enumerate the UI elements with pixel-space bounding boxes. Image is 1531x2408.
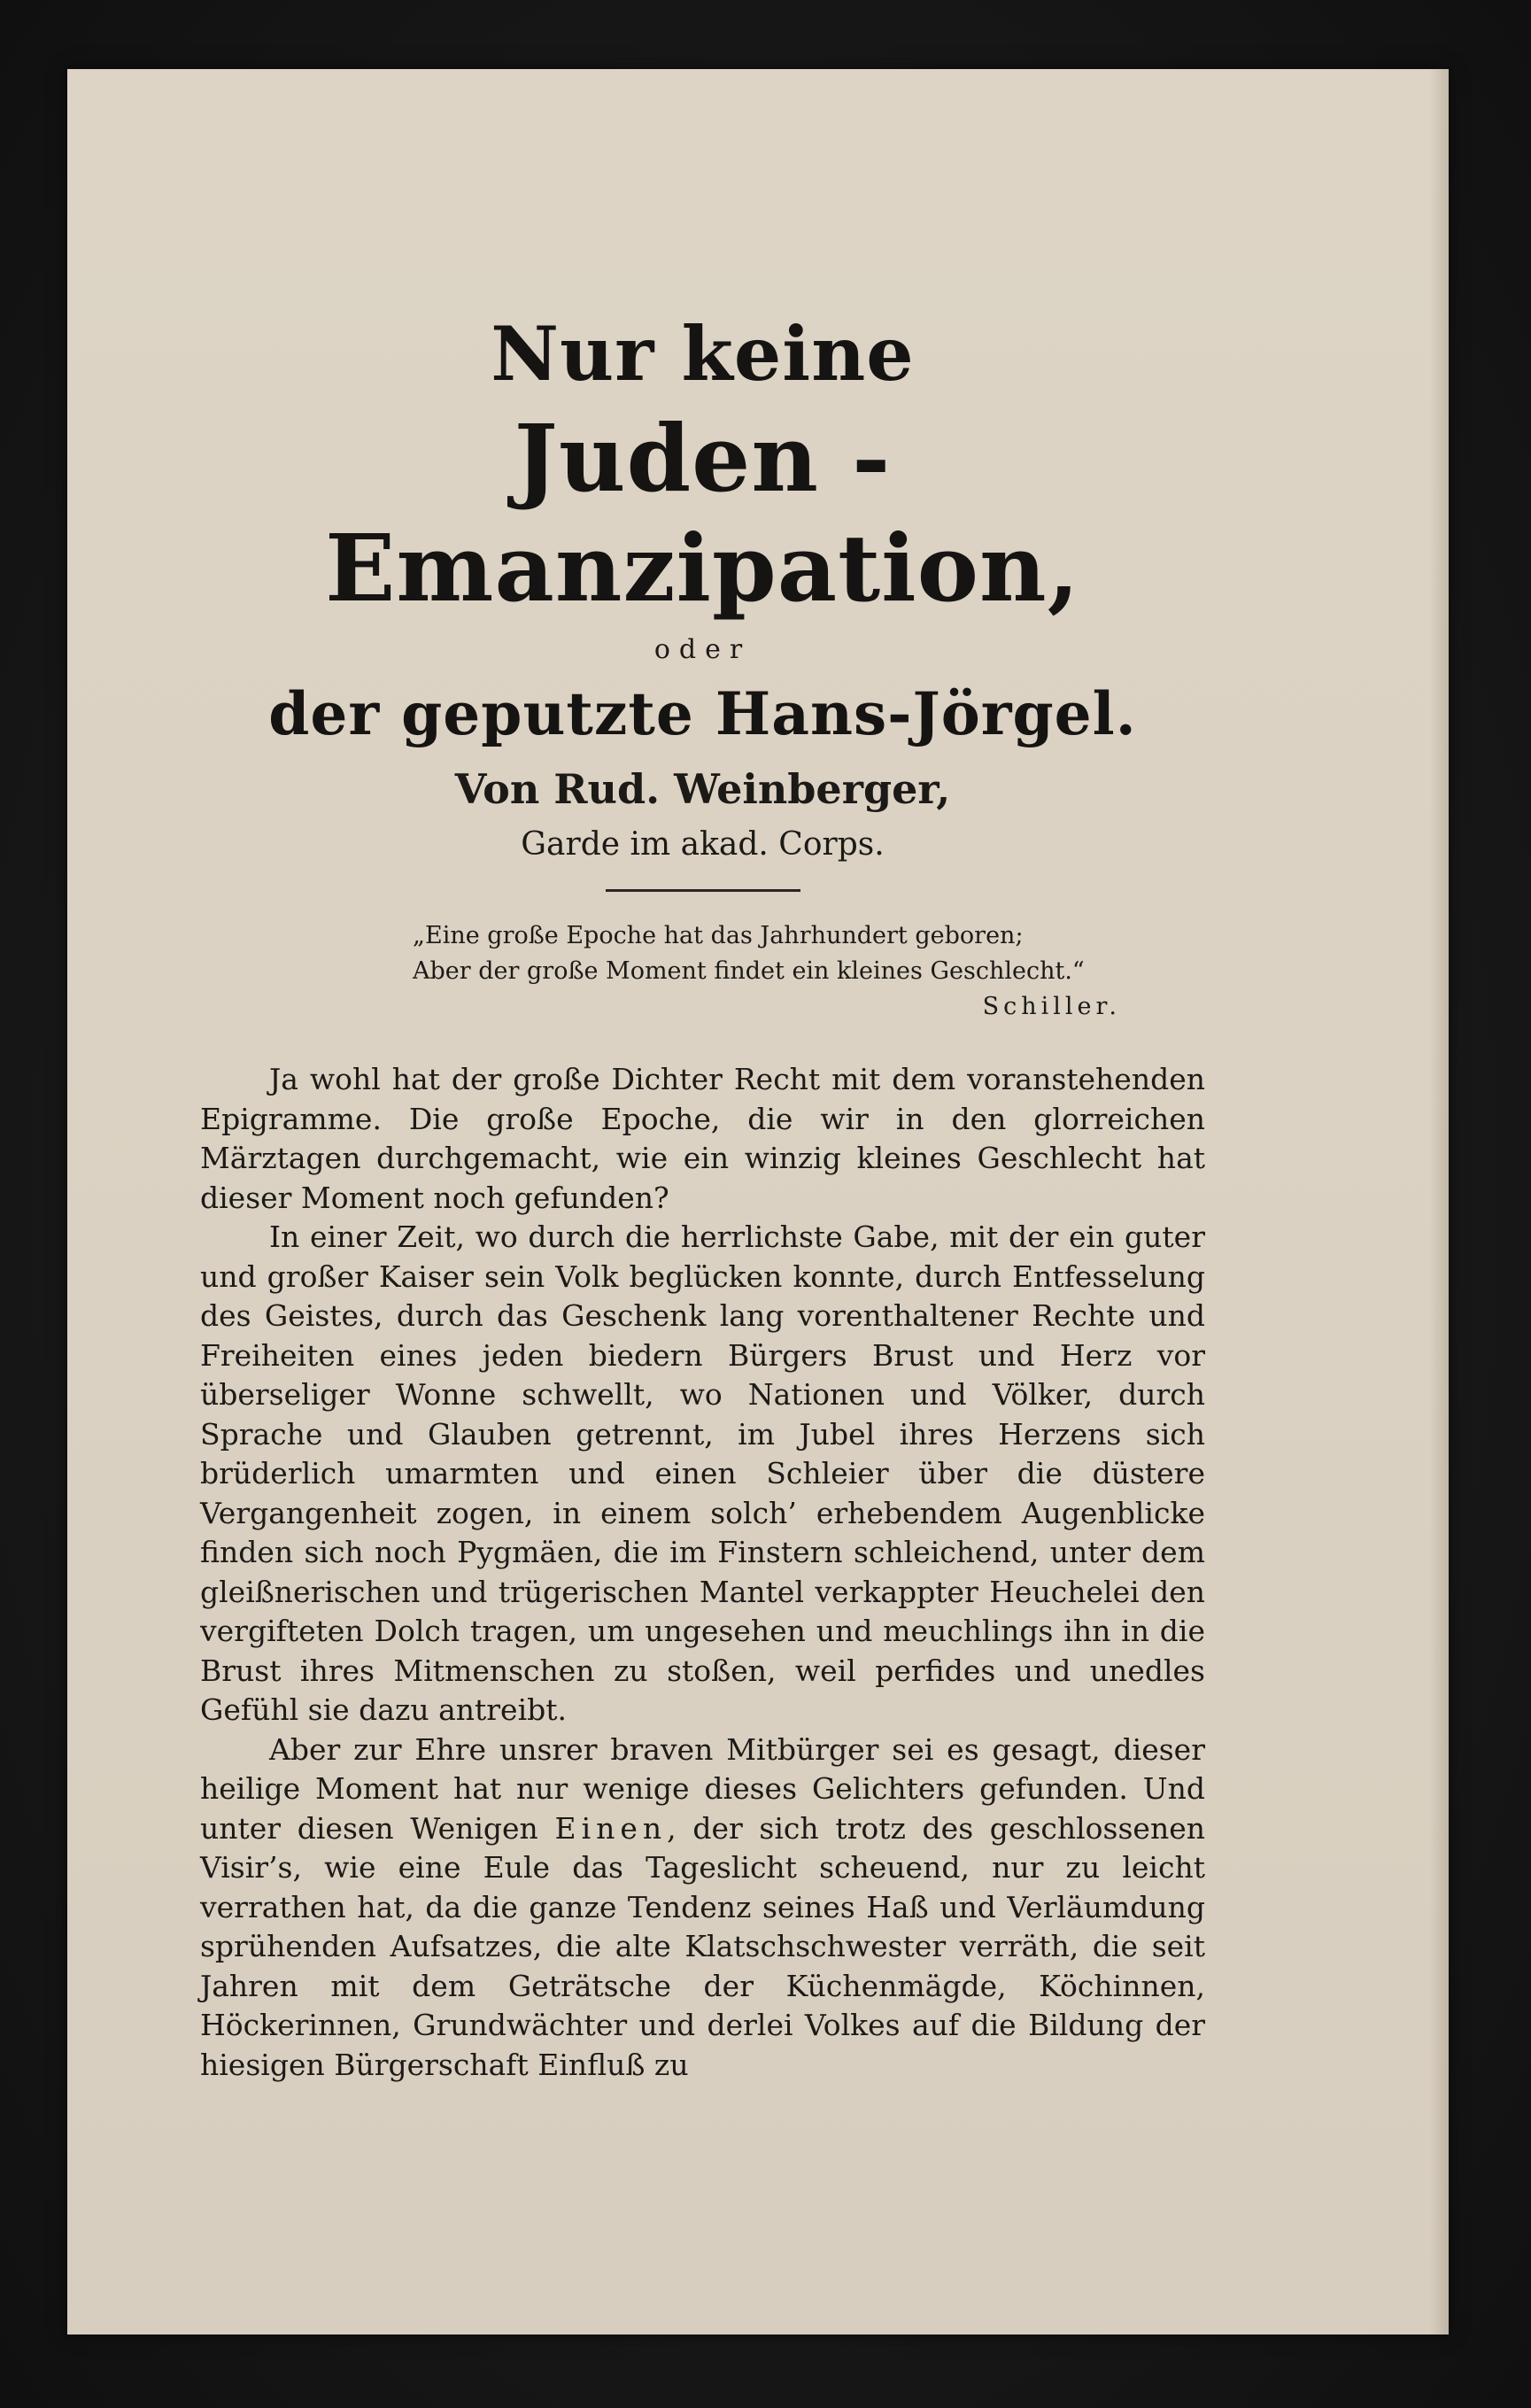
- paragraph-2: In einer Zeit, wo durch die herrlichste Gabe, mit der ein guter und großer Kaiser sein Volk beglücken konnte, durch Entfesselung des Geistes, durch das Geschenk lang vorenthaltener Rechte und Freiheiten eines jeden biedern Bürgers Brust und Herz vor überseliger Wonne schwellt, wo Nationen und Völker, durch Sprache und Glauben getrennt, im Jubel ihres Herzens sich brüderlich umarmten und einen Schleier über die düstere Vergangenheit zogen, in einem solch’ erhebendem Augenblicke finden sich noch Pygmäen, die im Finstern schleichend, unter dem gleißnerischen und trügerischen Mantel verkappter Heuchelei den vergifteten Dolch tragen, um ungesehen und meuchlings ihn in die Brust ihres Mitmenschen zu stoßen, weil perfides und unedles Gefühl sie dazu antreibt.: [200, 1219, 1205, 1727]
- title-line-2: Juden - Emanzipation,: [325, 404, 1080, 623]
- paragraph-3-text-b: , der sich trotz des geschlossenen Visir’s, wie eine Eule das Tageslicht scheuend, nur zu leicht verrathen hat, da die ganze Tendenz seines Haß und Verläumdung sprühenden Aufsatzes, die alte Klatschschwester verräth, die seit Jahren mit dem Geträtsche der Küchenmägde, Köchinnen, Höckerinnen, Grundwächter und derlei Volkes auf die Bildung der hiesigen Bürgerschaft Einfluß zu: [200, 1810, 1205, 2082]
- title-conjunction: oder: [653, 634, 752, 665]
- author-rank: Garde im akad. Corps.: [521, 826, 885, 863]
- epigraph-line-1: „Eine große Epoche hat das Jahrhundert geboren;: [413, 922, 1024, 949]
- title-line-3: der geputzte Hans-Jörgel.: [268, 679, 1137, 748]
- author-name: Von Rud. Weinberger,: [454, 765, 951, 813]
- body-text: [200, 1060, 1205, 2085]
- epigraph-signature: Schiller.: [982, 993, 1121, 1020]
- divider-rule: [606, 889, 800, 892]
- page-content: [200, 306, 1205, 2085]
- paragraph-3: [200, 1731, 1205, 2086]
- paragraph-3-text-a: Aber zur Ehre unsrer braven Mitbürger sei es gesagt, dieser heilige Moment hat nur wenige dieses Gelichters gefunden. Und unter diesen Wenigen: [200, 1731, 1205, 1846]
- title-line-1: Nur keine: [491, 310, 915, 398]
- document-page: [67, 69, 1449, 2334]
- epigraph: [413, 918, 1121, 1025]
- paragraph-3-emphasis: Einen: [554, 1810, 668, 1846]
- paragraph-1: Ja wohl hat der große Dichter Recht mit dem voranstehenden Epigramme. Die große Epoche, die wir in den glorreichen Märztagen durchgemacht, wie ein winzig kleines Geschlecht hat dieser Moment noch gefunden?: [200, 1062, 1205, 1215]
- epigraph-line-2: Aber der große Moment findet ein kleines Geschlecht.“: [413, 957, 1085, 985]
